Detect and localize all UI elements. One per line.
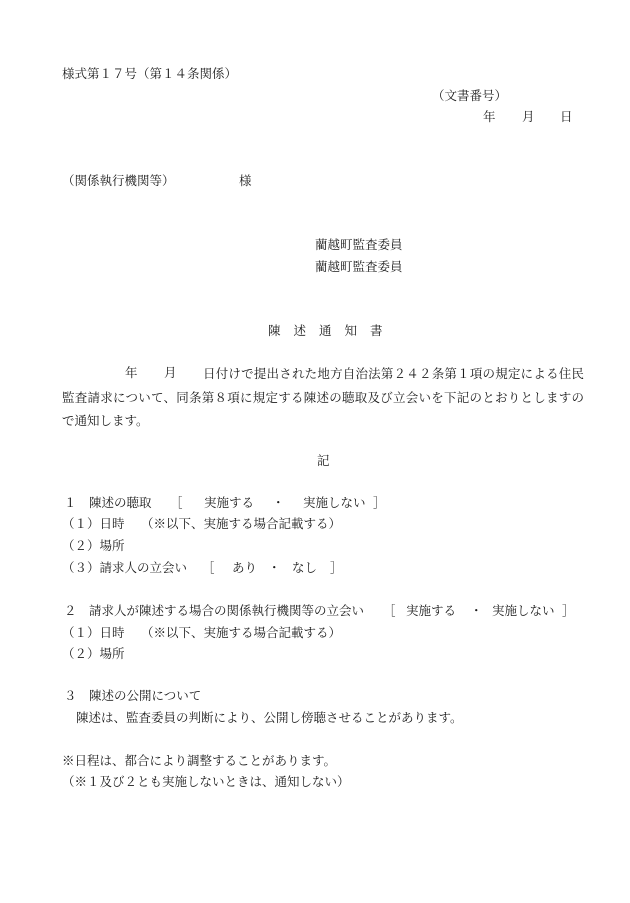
section-1-heading: １ 陳述の聴取 xyxy=(64,495,152,510)
section-2-separator: ・ xyxy=(470,603,483,618)
section-2-bracket-close: ］ xyxy=(562,603,575,618)
date-year-label: 年 xyxy=(483,109,496,124)
section-1-item-attendance: （３）請求人の立会い xyxy=(62,560,188,575)
section-1-item-datetime: （１）日時 xyxy=(62,516,125,531)
section-3-heading: ３ 陳述の公開について xyxy=(64,688,202,703)
section-1-option-do: 実施する xyxy=(204,495,255,510)
section-1-item3-bracket-close: ］ xyxy=(330,560,343,575)
body-text: 日付けで提出された地方自治法第２４２条第１項の規定による住民監査請求について、同条第８項に規定する陳述の聴取及び立会いを下記のとおりとしますので通知します。 xyxy=(62,366,584,428)
section-2-option-dont: 実施しない xyxy=(492,603,555,618)
section-3-text: 陳述は、監査委員の判断により、公開し傍聴させることがあります。 xyxy=(76,710,463,725)
note-schedule: ※日程は、都合により調整することがあります。 xyxy=(62,753,337,768)
body-year-label: 年 xyxy=(125,365,138,380)
section-1-bracket-close: ］ xyxy=(373,495,386,510)
addressee-name: （関係執行機関等） xyxy=(62,173,175,188)
document-title: 陳述通知書 xyxy=(268,323,396,338)
date-month-label: 月 xyxy=(522,109,535,124)
section-2-item-place: （２）場所 xyxy=(62,646,125,661)
section-1-bracket-open: ［ xyxy=(170,495,183,510)
ki-marker: 記 xyxy=(317,453,330,468)
section-1-separator: ・ xyxy=(272,495,285,510)
section-1-option-dont: 実施しない xyxy=(303,495,366,510)
section-1-item3-yes: あり xyxy=(232,560,258,575)
body-month-label: 月 xyxy=(164,365,177,380)
section-1-item-place: （２）場所 xyxy=(62,538,125,553)
section-2-option-do: 実施する xyxy=(406,603,457,618)
section-2-item-datetime: （１）日時 xyxy=(62,625,125,640)
section-2-item-datetime-note: （※以下、実施する場合記載する） xyxy=(141,625,342,640)
document-number: （文書番号） xyxy=(432,88,508,103)
form-number: 様式第１７号（第１４条関係） xyxy=(62,66,238,81)
note-no-notice: （※１及び２とも実施しないときは、通知しない） xyxy=(62,774,350,789)
addressee-honorific: 様 xyxy=(239,173,252,188)
sender-line-2: 藺越町監査委員 xyxy=(315,259,403,274)
section-1-item3-no: なし xyxy=(292,560,318,575)
section-1-item-datetime-note: （※以下、実施する場合記載する） xyxy=(141,516,342,531)
section-1-item3-bracket-open: ［ xyxy=(202,560,215,575)
sender-line-1: 藺越町監査委員 xyxy=(315,237,403,252)
section-2-bracket-open: ［ xyxy=(383,603,396,618)
section-2-heading: ２ 請求人が陳述する場合の関係執行機関等の立会い xyxy=(64,603,365,618)
section-1-item3-separator: ・ xyxy=(268,560,281,575)
date-day-label: 日 xyxy=(560,109,573,124)
